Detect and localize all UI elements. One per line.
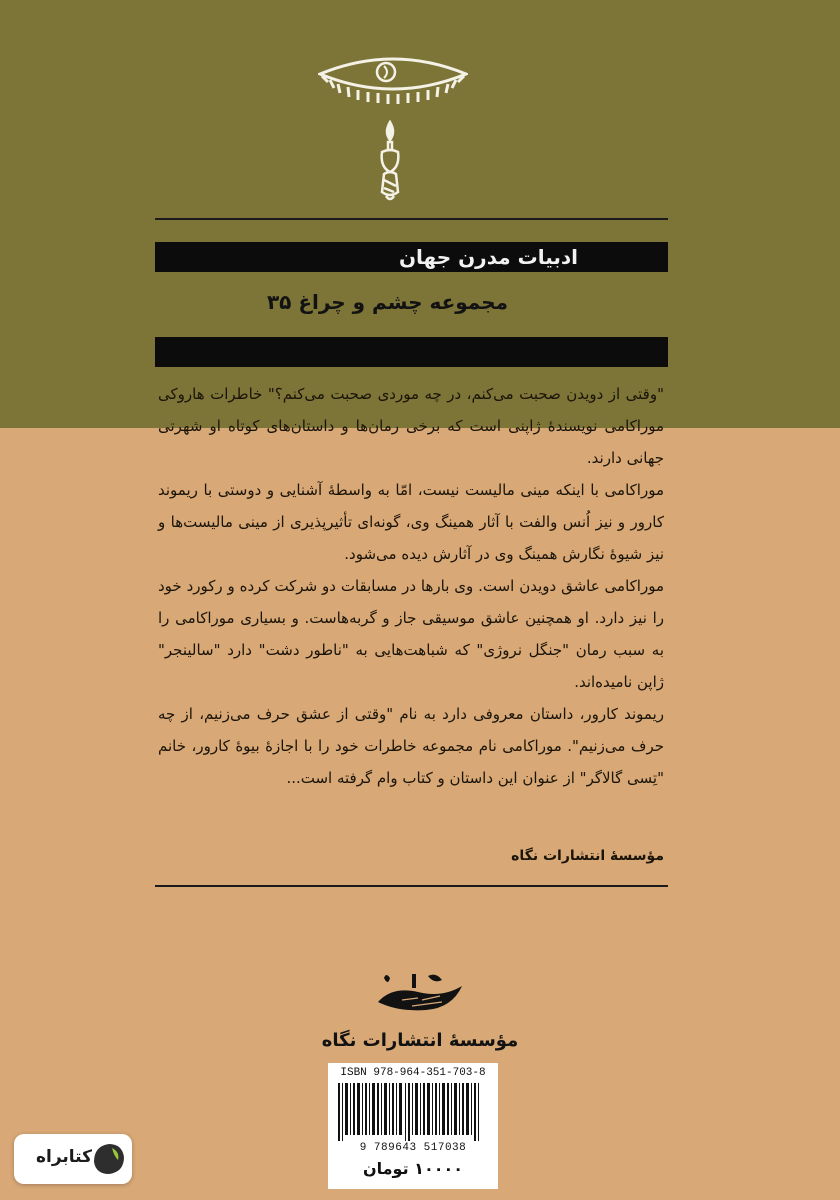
black-band	[155, 337, 668, 367]
ketabrah-label: کتابراه	[35, 1147, 92, 1167]
barcode	[336, 1083, 490, 1141]
blurb-paragraph: موراکامی عاشق دویدن است. وی بارها در مسابقات دو شرکت کرده و رکورد خود را نیز دارد. او همچنین عاشق موسیقی جاز و گربه‌هاست. و بسیاری موراکامی را به سبب رمان "جنگل نروژی" که شباهت‌هایی به "ناطور دشت" دارد "سالینجر" ژاپن نامیده‌اند.	[158, 577, 664, 691]
collection-title: مجموعه چشم و چراغ ۳۵	[266, 290, 508, 314]
blurb-signature: مؤسسهٔ انتشارات نگاه	[511, 848, 664, 864]
top-divider	[155, 218, 668, 220]
blurb-paragraph: "وقتی از دویدن صحبت می‌کنم، در چه موردی صحبت می‌کنم؟" خاطرات هاروکی موراکامی نویسندهٔ ژاپنی است که برخی رمان‌ها و داستان‌های کوتاه او شهرتی جهانی دارند.	[158, 385, 664, 467]
blurb-paragraph: موراکامی با اینکه مینی مالیست نیست، امّا به واسطهٔ آشنایی و دوستی با ریموند کارور و نیز اُنس والفت با آثار همینگ وی، گونه‌ای تأثیرپذیری از مینی مالیست‌ها و نیز شیوهٔ نگارش همینگ وی در آثارش دیده می‌شود.	[158, 481, 664, 563]
publisher-name: مؤسسهٔ انتشارات نگاه	[321, 1030, 519, 1051]
collection-title-row	[155, 290, 668, 324]
ketabrah-logo-icon	[92, 1142, 126, 1176]
bottom-divider	[155, 885, 668, 887]
eye-and-lamp-emblem	[318, 52, 468, 217]
publisher-logo	[372, 968, 468, 1020]
ketabrah-badge[interactable]	[14, 1134, 132, 1184]
isbn-label: ISBN 978-964-351-703-8	[340, 1067, 486, 1079]
series-title: ادبیات مدرن جهان	[398, 245, 578, 269]
series-title-bar	[155, 242, 668, 272]
price-label: ۱۰۰۰۰ تومان	[362, 1159, 463, 1178]
barcode-box	[328, 1063, 498, 1189]
blurb-text	[158, 378, 664, 794]
blurb-paragraph: ریموند کارور، داستان معروفی دارد به نام "وقتی از عشق حرف می‌زنیم، از چه حرف می‌زنیم". موراکامی نام مجموعه خاطرات خود را با اجازهٔ بیوهٔ کارور، خانم "تِسی گالاگر" از عنوان این داستان و کتاب وام گرفته است...	[158, 705, 664, 787]
barcode-digits: 9 789643 517038	[359, 1142, 467, 1154]
